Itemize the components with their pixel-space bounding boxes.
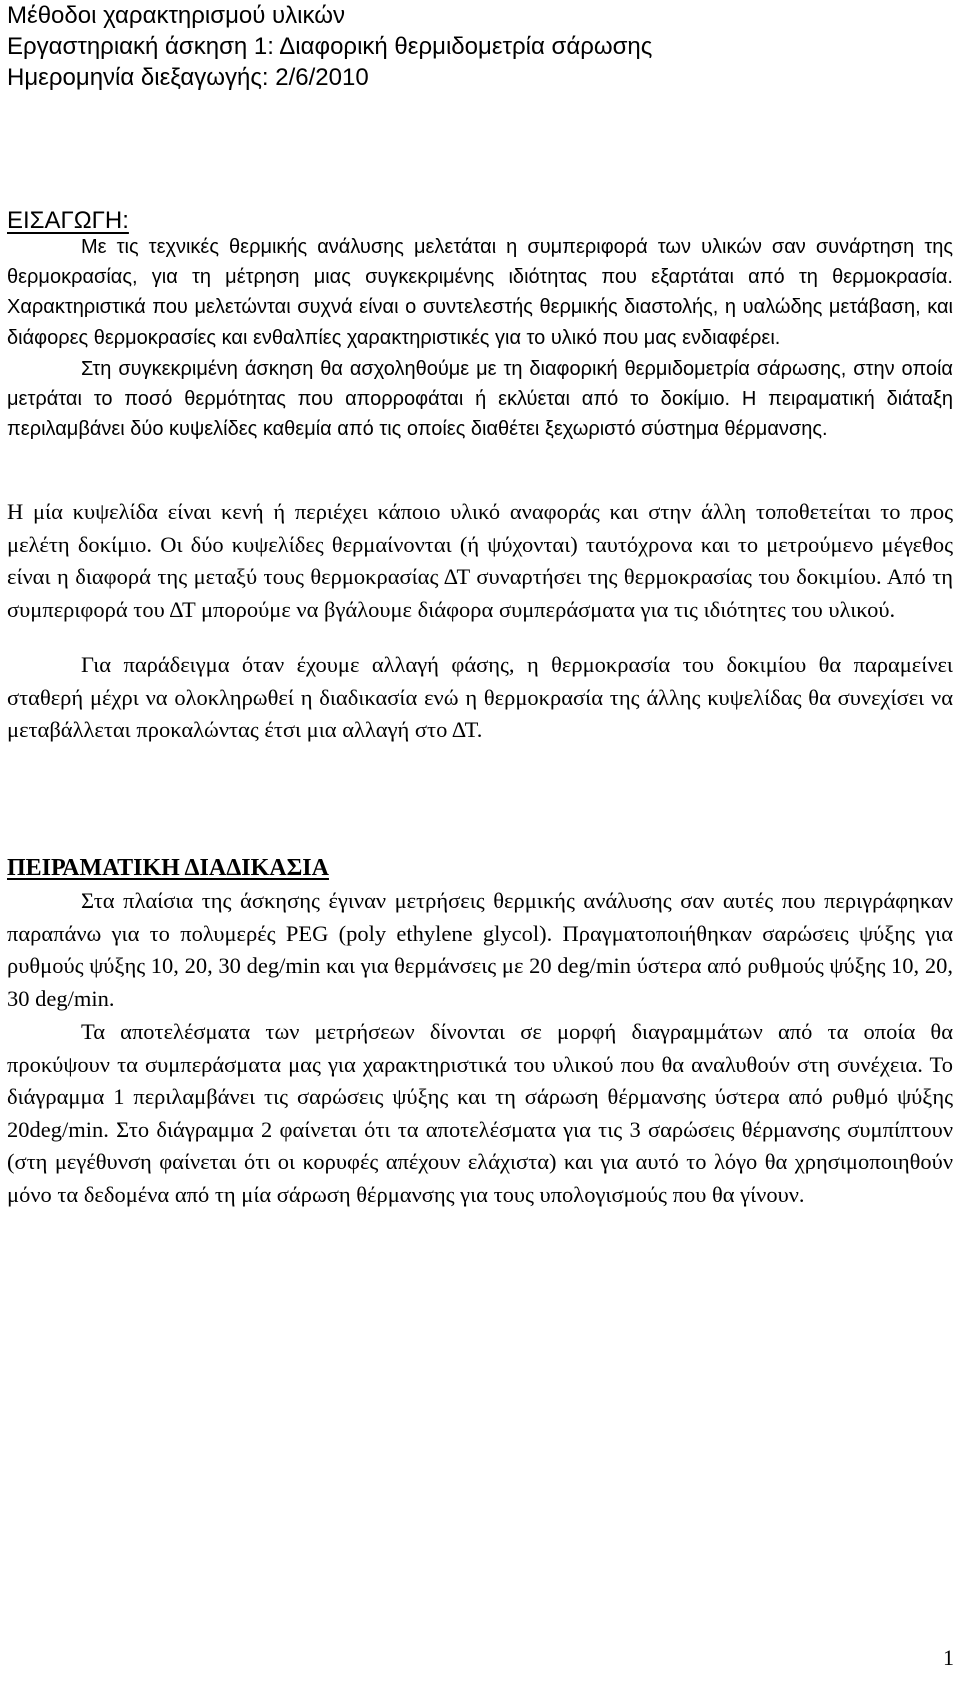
course-title: Μέθοδοι χαρακτηρισμού υλικών bbox=[7, 2, 345, 29]
intro-paragraph-2-serif: Η μία κυψελίδα είναι κενή ή περιέχει κάποιο υλικό αναφοράς και στην άλλη τοποθετείται το προς μελέτη δοκίμιο. Οι δύο κυψελίδες θερμαίνονται (ή ψύχονται) ταυτόχρονα και το μετρούμενο μέγεθος είναι η διαφορά της μεταξύ τους θερμοκρασίας ΔΤ συναρτήσει της θερμοκρασίας του δοκιμίου. Από τη συμπεριφορά του ΔΤ μπορούμε να βγάλουμε διάφορα συμπεράσματα για τις ιδιότητες του υλικού. bbox=[7, 499, 953, 622]
intro-paragraph-3: Για παράδειγμα όταν έχουμε αλλαγή φάσης, η θερμοκρασία του δοκιμίου θα παραμείνει σταθερή μέχρι να ολοκληρωθεί η διαδικασία ενώ η θερμοκρασία της άλλης κυψελίδας θα συνεχίσει να μεταβάλλεται προκαλώντας έτσι μια αλλαγή στο ΔΤ. bbox=[7, 652, 953, 743]
procedure-heading: ΠΕΙΡΑΜΑΤΙΚΗ ΔΙΑΔΙΚΑΣΙΑ bbox=[7, 855, 329, 881]
intro-paragraph-1: Με τις τεχνικές θερμικής ανάλυσης μελετάται η συμπεριφορά των υλικών σαν συνάρτηση της θερμοκρασίας, για τη μέτρηση μιας συγκεκριμένης ιδιότητας που εξαρτάται από τη θερμοκρασία. Χαρακτηριστικά που μελετώνται συχνά είναι ο συντελεστής θερμικής διαστολής, η υαλώδης μετάβαση, και διάφορες θερμοκρασίες και ενθαλπίες χαρακτηριστικές για το υλικό που μας ενδιαφέρει. bbox=[7, 236, 953, 349]
document-header bbox=[7, 0, 652, 93]
intro-paragraph-2-sans: Στη συγκεκριμένη άσκηση θα ασχοληθούμε με τη διαφορική θερμιδομετρία σάρωσης, στην οποία μετράται το ποσό θερμότητας που απορροφάται ή εκλύεται από το δοκίμιο. Η πειραματική διάταξη περιλαμβάνει δύο κυψελίδες καθεμία από τις οποίες διαθέτει ξεχωριστό σύστημα θέρμανσης. bbox=[7, 358, 953, 441]
procedure-paragraph-2: Τα αποτελέσματα των μετρήσεων δίνονται σε μορφή διαγραμμάτων από τα οποία θα προκύψουν τα συμπεράσματα μας για χαρακτηριστικά του υλικού που θα αναλυθούν στη συνέχεια. Το διάγραμμα 1 περιλαμβάνει τις σαρώσεις ψύξης και τη σάρωση θέρμανσης ύστερα από ρυθμό ψύξης 20deg/min. Στο διάγραμμα 2 φαίνεται ότι τα αποτελέσματα για τις 3 σαρώσεις θέρμανσης συμπίπτουν (στη μεγέθυνση φαίνεται ότι οι κορυφές απέχουν ελάχιστα) και για αυτό το λόγο θα χρησιμοποιηθούν μόνο τα δεδομένα από τη μία σάρωση θέρμανσης για τους υπολογισμούς που θα γίνουν. bbox=[7, 1019, 953, 1207]
experiment-date: Ημερομηνία διεξαγωγής: 2/6/2010 bbox=[7, 64, 369, 91]
exercise-title: Εργαστηριακή άσκηση 1: Διαφορική θερμιδομετρία σάρωσης bbox=[7, 33, 653, 60]
intro-heading: ΕΙΣΑΓΩΓΗ: bbox=[7, 207, 129, 234]
procedure-paragraph-1: Στα πλαίσια της άσκησης έγιναν μετρήσεις θερμικής ανάλυσης σαν αυτές που περιγράφηκαν παραπάνω για το πολυμερές PEG (poly ethylene glycol). Πραγματοποιήθηκαν σαρώσεις ψύξης για ρυθμούς ψύξης 10, 20, 30 deg/min και για θερμάνσεις με 20 deg/min ύστερα από ρυθμούς ψύξης 10, 20, 30 deg/min. bbox=[7, 888, 953, 1011]
page-number: 1 bbox=[943, 1645, 954, 1670]
